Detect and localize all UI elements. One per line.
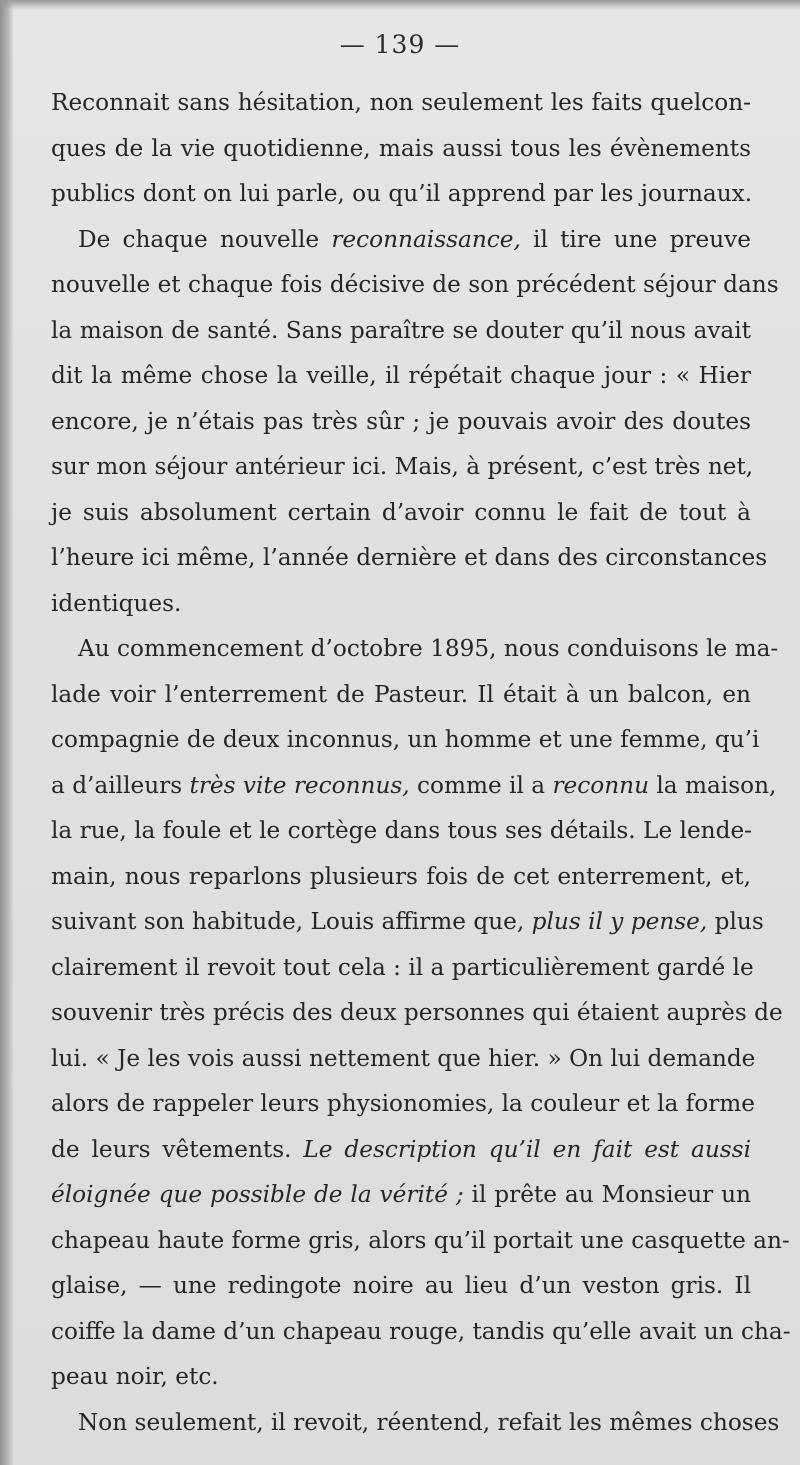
text-run: Non seulement, il revoit, réentend, refait les mêmes choses	[78, 1408, 780, 1436]
text-line	[51, 1172, 751, 1218]
text-run: alors de rappeler leurs physionomies, la couleur et la forme	[51, 1090, 756, 1117]
text-line	[51, 1400, 780, 1446]
text-run: la maison,	[649, 771, 777, 799]
italic-run: éloignée que possible de la vérité ;	[51, 1181, 464, 1208]
text-run: dit la même chose la veille, il répétait chaque jour : « Hier	[51, 362, 751, 389]
page-top-edge	[0, 0, 800, 10]
text-line	[51, 80, 751, 126]
italic-run: Le description qu’il en fait est aussi	[303, 1135, 751, 1163]
text-run: glaise, — une redingote noire au lieu d’un veston gris. Il	[51, 1272, 751, 1299]
text-run: chapeau haute forme gris, alors qu’il portait une casquette an-	[51, 1226, 790, 1254]
text-line	[51, 308, 751, 354]
text-run: clairement il revoit tout cela : il a particulièrement gardé le	[51, 953, 754, 981]
text-line	[51, 490, 751, 536]
text-line	[51, 1036, 756, 1082]
text-run: Au commencement d’octobre 1895, nous conduisons le ma-	[78, 635, 779, 662]
text-line	[51, 217, 751, 263]
text-run: plus	[707, 908, 764, 935]
text-run: peau noir, etc.	[51, 1363, 219, 1390]
text-line	[51, 945, 754, 991]
text-run: il prête au Monsieur un	[463, 1181, 751, 1208]
italic-run: reconnaissance,	[331, 225, 521, 253]
text-line	[51, 399, 751, 445]
text-line	[51, 1354, 751, 1400]
text-run: sur mon séjour antérieur ici. Mais, à présent, c’est très net,	[51, 453, 754, 480]
text-run: ques de la vie quotidienne, mais aussi tous les évènements	[51, 134, 751, 162]
text-line	[51, 763, 777, 809]
text-run: De chaque nouvelle	[78, 225, 332, 253]
italic-run: reconnu	[552, 771, 650, 799]
body-text	[51, 80, 791, 1445]
text-line	[51, 672, 751, 718]
text-line	[51, 262, 779, 308]
text-line	[51, 717, 760, 763]
text-run: compagnie de deux inconnus, un homme et une femme, qu’i	[51, 726, 760, 753]
text-line	[51, 581, 751, 627]
text-line	[51, 626, 779, 672]
text-run: la maison de santé. Sans paraître se douter qu’il nous avait	[51, 316, 751, 344]
text-run: je suis absolument certain d’avoir connu le fait de tout à	[51, 498, 751, 526]
text-line	[51, 126, 751, 172]
text-line	[51, 1263, 751, 1309]
text-line	[51, 444, 754, 490]
italic-run: plus il y pense,	[531, 908, 708, 935]
text-line	[51, 990, 783, 1036]
text-run: suivant son habitude, Louis affirme que,	[51, 908, 532, 935]
text-run: coiffe la dame d’un chapeau rouge, tandis qu’elle avait un cha-	[51, 1317, 791, 1345]
text-run: nouvelle et chaque fois décisive de son précédent séjour dans	[51, 271, 779, 298]
text-line	[51, 1309, 791, 1355]
text-run: a d’ailleurs	[51, 771, 190, 799]
text-run: encore, je n’étais pas très sûr ; je pouvais avoir des doutes	[51, 407, 751, 435]
italic-run: très vite reconnus,	[189, 771, 410, 799]
text-line	[51, 353, 751, 399]
text-run: l’heure ici même, l’année dernière et dans des circonstances	[51, 544, 768, 571]
text-line	[51, 854, 751, 900]
text-line	[51, 808, 751, 854]
text-line	[51, 535, 768, 581]
page-number: — 139 —	[339, 30, 461, 59]
text-run: Reconnait sans hésitation, non seulement les faits quelcon-	[51, 89, 751, 116]
text-run: lui. « Je les vois aussi nettement que hier. » On lui demande	[51, 1044, 756, 1072]
text-run: la rue, la foule et le cortège dans tous ses détails. Le lende-	[51, 817, 753, 844]
text-line	[51, 1218, 790, 1264]
text-line	[51, 171, 751, 217]
page-left-edge	[0, 0, 14, 1465]
text-run: de leurs vêtements.	[51, 1135, 304, 1163]
text-line	[51, 1127, 751, 1173]
text-run: comme il a	[409, 771, 553, 799]
text-run: publics dont on lui parle, ou qu’il apprend par les journaux.	[51, 180, 753, 207]
text-run: identiques.	[51, 589, 182, 617]
text-line	[51, 899, 764, 945]
text-run: souvenir très précis des deux personnes qui étaient auprès de	[51, 999, 783, 1026]
text-run: main, nous reparlons plusieurs fois de cet enterrement, et,	[51, 862, 751, 890]
text-run: il tire une preuve	[520, 225, 751, 253]
text-run: lade voir l’enterrement de Pasteur. Il était à un balcon, en	[51, 680, 751, 708]
text-line	[51, 1081, 756, 1127]
